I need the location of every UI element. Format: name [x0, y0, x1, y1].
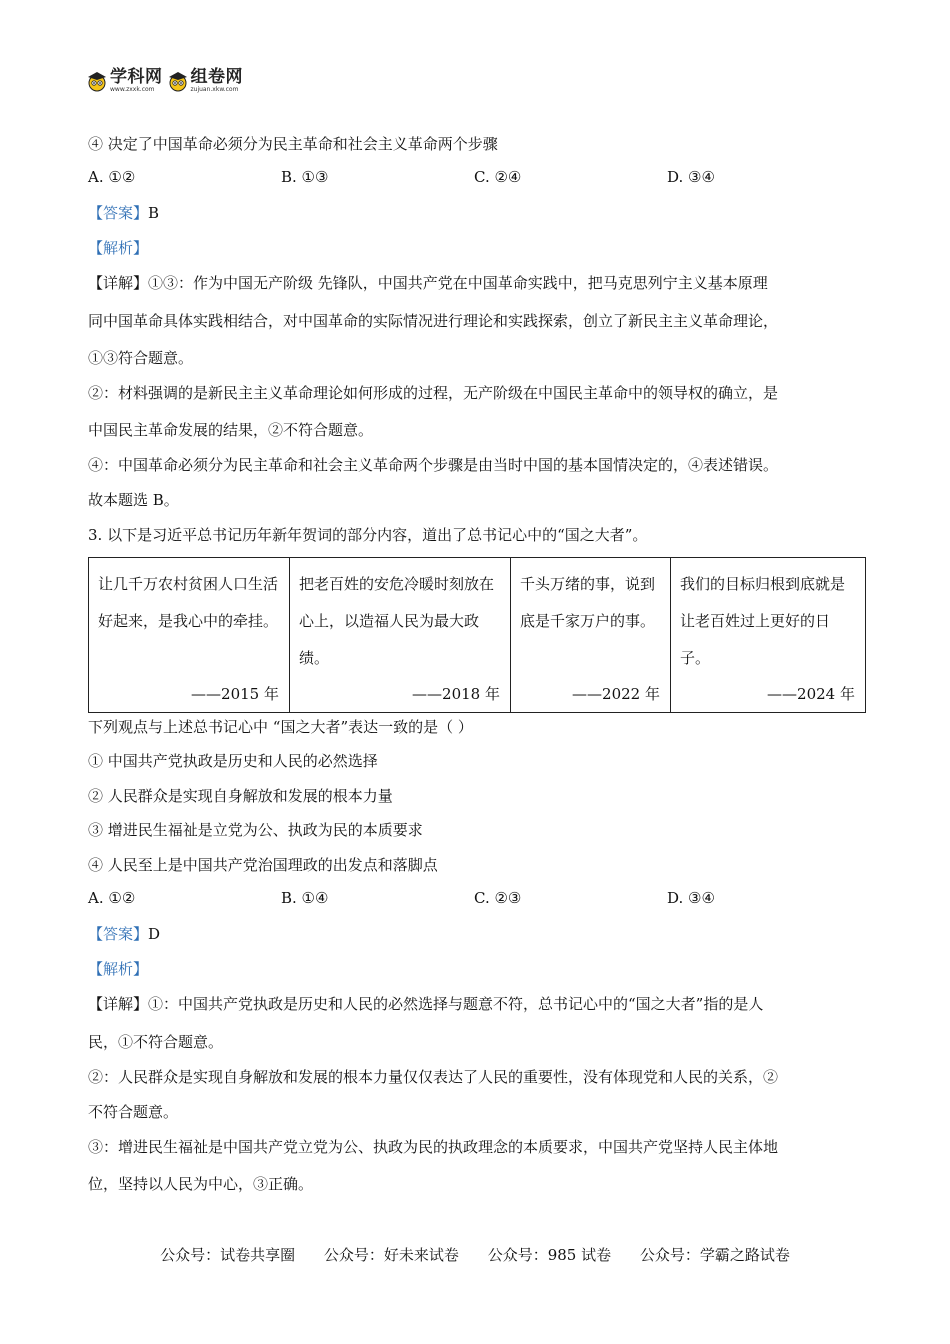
- q2-option-c: C. ②④: [474, 168, 522, 186]
- footer: [0, 1244, 950, 1265]
- q2-detail-line: ②：材料强调的是新民主主义革命理论如何形成的过程，无产阶级在中国民主革命中的领导权的确立，是: [88, 384, 779, 402]
- answer-value: B: [148, 204, 160, 222]
- q2-detail-line: 【详解】①③：作为中国无产阶级 先锋队，中国共产党在中国革命实践中，把马克思列宁主义基本原理: [88, 274, 768, 292]
- quote-text: 把老百姓的安危冷暖时刻放在心上，以造福人民为最大政绩。: [299, 575, 495, 667]
- q3-detail-line: 不符合题意。: [88, 1103, 179, 1121]
- quote-text: 让几千万农村贫困人口生活好起来，是我心中的牵挂。: [98, 575, 279, 630]
- quotes-table: [88, 557, 866, 713]
- q3-detail-line: 民，①不符合题意。: [88, 1033, 224, 1051]
- logo-url: zujuan.xkw.com: [190, 86, 239, 93]
- answer-value: D: [148, 925, 161, 943]
- quote-year: ——2022 年: [572, 685, 660, 703]
- q3-option-d: D. ③④: [667, 889, 715, 907]
- q2-analysis-tag: 【解析】: [88, 239, 149, 257]
- quote-cell: [511, 558, 671, 713]
- q2-option-d: D. ③④: [667, 168, 715, 186]
- q2-options: [88, 168, 868, 186]
- q3-detail-line: 【详解】①：中国共产党执政是历史和人民的必然选择与题意不符，总书记心中的“国之大者”指的是人: [88, 995, 764, 1013]
- logo-url: www.zxxk.com: [110, 86, 155, 93]
- logo-name: 学科网: [110, 67, 163, 87]
- q3-prompt: 下列观点与上述总书记心中 “国之大者”表达一致的是（ ）: [88, 718, 473, 736]
- q2-option-a: A. ①②: [88, 168, 136, 186]
- mascot-icon: [167, 70, 189, 92]
- q3-option-a: A. ①②: [88, 889, 136, 907]
- footer-account: 公众号：好未来试卷: [323, 1246, 459, 1264]
- quote-cell: [671, 558, 866, 713]
- q2-detail-line: 同中国革命具体实践相结合，对中国革命的实际情况进行理论和实践探索，创立了新民主主义革命理论，: [88, 312, 779, 330]
- quote-cell: [89, 558, 290, 713]
- q2-detail-line: ④：中国革命必须分为民主革命和社会主义革命两个步骤是由当时中国的基本国情决定的，④表述错误。: [88, 456, 779, 474]
- quote-year: ——2024 年: [767, 685, 855, 703]
- footer-account: 公众号：985 试卷: [487, 1246, 612, 1264]
- q3-item-4: ④ 人民至上是中国共产党治国理政的出发点和落脚点: [88, 856, 438, 874]
- q2-answer: [88, 203, 860, 223]
- q3-detail-line: 位，坚持以人民为中心，③正确。: [88, 1175, 314, 1193]
- footer-account: 公众号：学霸之路试卷: [639, 1246, 790, 1264]
- q2-detail-line: 中国民主革命发展的结果，②不符合题意。: [88, 421, 374, 439]
- q2-option-b: B. ①③: [281, 168, 329, 186]
- answer-tag: 【答案】: [88, 925, 149, 943]
- q3-stem: 3. 以下是习近平总书记历年新年贺词的部分内容，道出了总书记心中的“国之大者”。: [88, 526, 648, 544]
- quote-year: ——2018 年: [412, 685, 500, 703]
- quote-year: ——2015 年: [191, 685, 279, 703]
- q3-option-b: B. ①④: [281, 889, 329, 907]
- q3-item-1: ① 中国共产党执政是历史和人民的必然选择: [88, 752, 378, 770]
- q3-answer: [88, 924, 860, 944]
- q3-options: [88, 889, 868, 907]
- q3-detail-line: ③：增进民生福祉是中国共产党立党为公、执政为民的执政理念的本质要求，中国共产党坚持人民主体地: [88, 1138, 779, 1156]
- q3-option-c: C. ②③: [474, 889, 522, 907]
- q3-item-3: ③ 增进民生福祉是立党为公、执政为民的本质要求: [88, 821, 423, 839]
- site-logo: [86, 68, 243, 93]
- quote-text: 千头万绪的事，说到底是千家万户的事。: [520, 575, 656, 630]
- q3-detail-line: ②：人民群众是实现自身解放和发展的根本力量仅仅表达了人民的重要性，没有体现党和人民的关系，②: [88, 1068, 779, 1086]
- answer-tag: 【答案】: [88, 204, 149, 222]
- q2-item-4: ④ 决定了中国革命必须分为民主革命和社会主义革命两个步骤: [88, 135, 498, 153]
- mascot-icon: [86, 70, 108, 92]
- q3-analysis-tag: 【解析】: [88, 960, 149, 978]
- quote-cell: [290, 558, 511, 713]
- footer-account: 公众号：试卷共享圈: [160, 1246, 296, 1264]
- q2-detail-line: ①③符合题意。: [88, 349, 194, 367]
- logo-zujuanwang: [167, 68, 244, 93]
- logo-xuekewang: [86, 68, 163, 93]
- quote-text: 我们的目标归根到底就是让老百姓过上更好的日子。: [680, 575, 846, 667]
- q3-item-2: ② 人民群众是实现自身解放和发展的根本力量: [88, 787, 393, 805]
- q2-detail-line: 故本题选 B。: [88, 491, 179, 509]
- logo-name: 组卷网: [190, 67, 243, 87]
